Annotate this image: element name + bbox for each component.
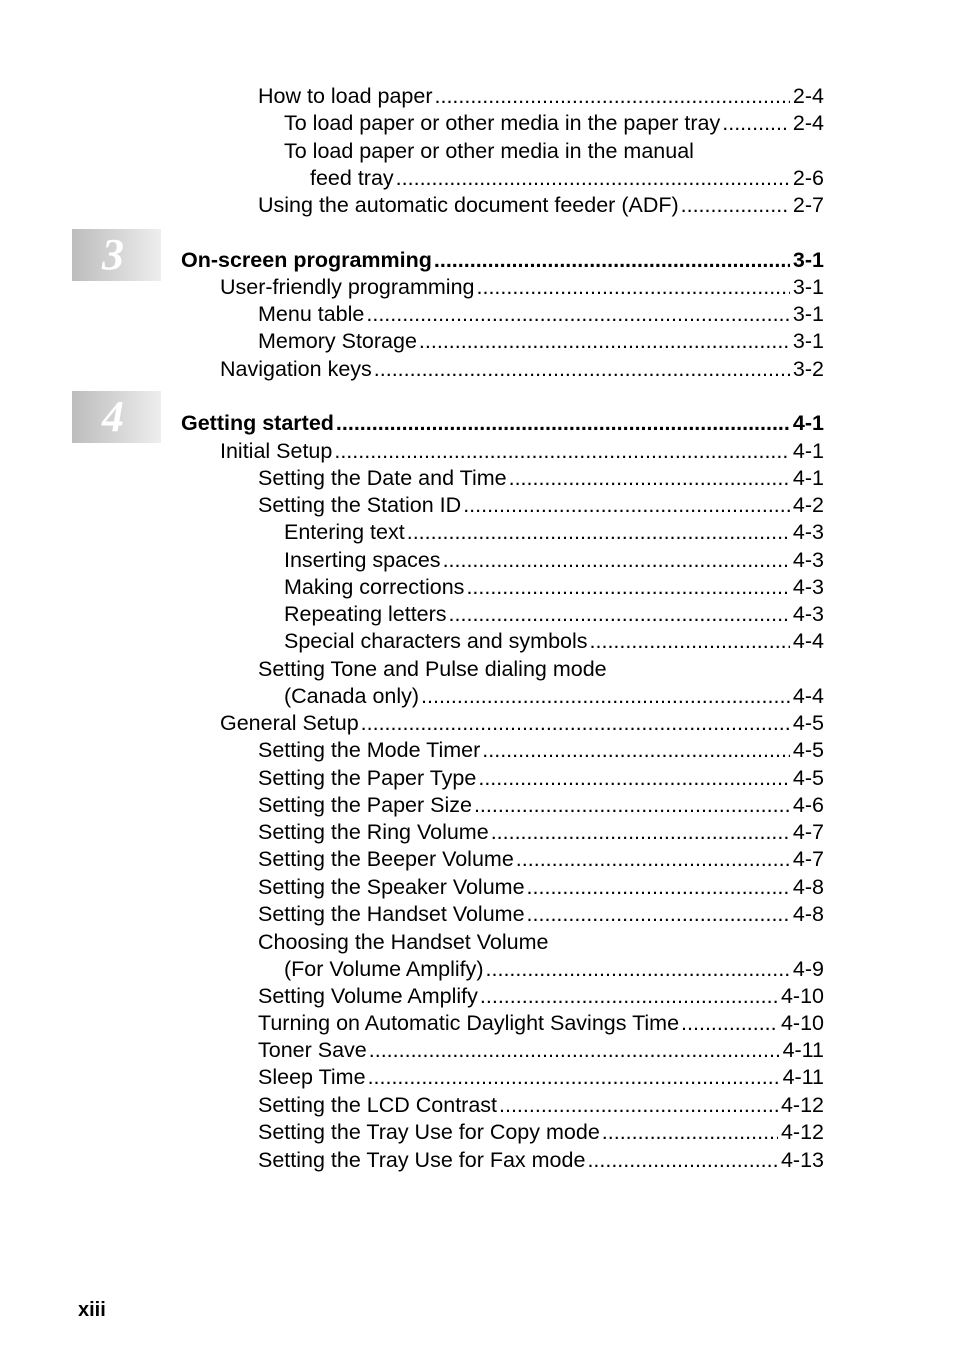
toc-entry (258, 819, 824, 846)
chapter-3-tab (72, 229, 161, 281)
toc-entry (284, 574, 824, 601)
chapter-3-number: 3 (102, 230, 124, 279)
toc-entry-title: Setting the Paper Type (258, 766, 477, 790)
toc-entry (258, 792, 824, 819)
toc-entry-page: 2-6 (792, 166, 824, 190)
toc-entry (258, 846, 824, 873)
toc-leader-dots (527, 901, 790, 928)
toc-entry-page: 4-7 (792, 820, 824, 844)
toc-entry (258, 83, 824, 110)
toc-leader-dots (590, 628, 790, 655)
toc-entry-page: 3-1 (792, 248, 824, 272)
toc-leader-dots (499, 1092, 778, 1119)
toc-entry-page: 4-13 (780, 1148, 824, 1172)
toc-entry (258, 874, 824, 901)
toc-entry-title: Repeating letters (284, 602, 447, 626)
toc-entry-title: Inserting spaces (284, 548, 441, 572)
toc-entry-title: feed tray (310, 166, 394, 190)
toc-leader-dots (491, 819, 790, 846)
toc-entry (284, 519, 824, 546)
toc-entry (258, 983, 824, 1010)
toc-leader-dots (336, 410, 790, 437)
toc-entry-title: Entering text (284, 520, 405, 544)
toc-entry-page: 4-3 (792, 548, 824, 572)
chapter-4-number: 4 (102, 392, 124, 441)
toc-leader-dots (361, 710, 790, 737)
toc-entry-page: 4-1 (792, 411, 824, 435)
toc-entry-title: Setting the Speaker Volume (258, 875, 525, 899)
toc-entry-title: (Canada only) (284, 684, 420, 708)
toc-entry-page: 4-3 (792, 575, 824, 599)
toc-entry (284, 547, 824, 574)
toc-leader-dots (477, 274, 790, 301)
toc-entry-title: General Setup (220, 711, 359, 735)
toc-leader-dots (334, 438, 790, 465)
toc-leader-dots (681, 1010, 778, 1037)
toc-entry (284, 628, 824, 655)
toc-entry (284, 683, 824, 710)
toc-leader-dots (407, 519, 790, 546)
toc-entry-title: Choosing the Handset Volume (258, 930, 549, 954)
toc-entry-page: 4-6 (792, 793, 824, 817)
toc-entry (220, 710, 824, 737)
toc-entry (258, 465, 824, 492)
toc-leader-dots (466, 574, 789, 601)
toc-entry-page: 4-7 (792, 847, 824, 871)
toc-entry (258, 737, 824, 764)
toc-entry (258, 1037, 824, 1064)
toc-leader-dots (587, 1147, 778, 1174)
toc-entry-page: 3-1 (792, 302, 824, 326)
toc-entry-page: 4-10 (780, 1011, 824, 1035)
toc-entry-title: Setting the Handset Volume (258, 902, 525, 926)
toc-entry-page: 4-10 (780, 984, 824, 1008)
toc-leader-dots (681, 192, 790, 219)
toc-entry-page: 3-1 (792, 329, 824, 353)
toc-entry-title: Memory Storage (258, 329, 417, 353)
toc-entry-title: Sleep Time (258, 1065, 366, 1089)
toc-leader-dots (368, 1064, 780, 1091)
toc-entry (258, 1010, 824, 1037)
toc-entry (258, 328, 824, 355)
toc-entry-page: 4-5 (792, 711, 824, 735)
toc-leader-dots (463, 492, 790, 519)
toc-entry-title: Navigation keys (220, 357, 372, 381)
toc-entry-title: Initial Setup (220, 439, 333, 463)
toc-entry-title: On-screen programming (181, 248, 432, 272)
toc-entry (258, 192, 824, 219)
toc-entry-title: Special characters and symbols (284, 629, 588, 653)
toc-leader-dots (396, 165, 790, 192)
toc-entry-title: Turning on Automatic Daylight Savings Time (258, 1011, 680, 1035)
toc-entry-title: Setting the Ring Volume (258, 820, 489, 844)
toc-entry-title: Setting the Date and Time (258, 466, 507, 490)
toc-entry (220, 356, 824, 383)
toc-entry-title: Setting the Beeper Volume (258, 847, 514, 871)
toc-entry-page: 4-1 (792, 439, 824, 463)
toc-entry-title: Menu table (258, 302, 365, 326)
toc-entry-page: 4-8 (792, 902, 824, 926)
toc-entry (310, 165, 824, 192)
toc-entry-page: 4-11 (782, 1038, 824, 1062)
toc-entry-page: 4-1 (792, 466, 824, 490)
toc-entry (284, 138, 824, 165)
toc-entry-title: Toner Save (258, 1038, 367, 1062)
toc-entry-title: Setting the LCD Contrast (258, 1093, 498, 1117)
toc-entry-page: 2-4 (792, 111, 824, 135)
toc-leader-dots (419, 328, 790, 355)
chapter-4-tab (72, 391, 161, 443)
toc-entry-title: Using the automatic document feeder (ADF) (258, 193, 679, 217)
toc-entry-page: 3-1 (792, 275, 824, 299)
toc-chapter-heading (181, 410, 824, 437)
toc-leader-dots (366, 301, 790, 328)
toc-leader-dots (509, 465, 790, 492)
toc-entry-page: 4-12 (780, 1093, 824, 1117)
toc-entry-page: 4-5 (792, 738, 824, 762)
toc-entry-page: 4-3 (792, 520, 824, 544)
toc-leader-dots (478, 765, 790, 792)
toc-entry-page: 4-11 (782, 1065, 824, 1089)
toc-entry-title: Setting the Station ID (258, 493, 462, 517)
toc-entry-title: Setting the Mode Timer (258, 738, 481, 762)
toc-entry (220, 274, 824, 301)
toc-entry-title: Getting started (181, 411, 334, 435)
toc-leader-dots (722, 110, 790, 137)
toc-leader-dots (374, 356, 790, 383)
toc-entry (258, 901, 824, 928)
page-number: xiii (78, 1299, 106, 1321)
toc-entry-title: Setting Volume Amplify (258, 984, 478, 1008)
toc-entry-title: (For Volume Amplify) (284, 957, 484, 981)
toc-entry-title: User-friendly programming (220, 275, 475, 299)
toc-entry (258, 929, 824, 956)
toc-entry (284, 601, 824, 628)
toc-entry (258, 1147, 824, 1174)
toc-entry-page: 4-4 (792, 684, 824, 708)
toc-entry-title: Setting Tone and Pulse dialing mode (258, 657, 607, 681)
toc-entry-page: 4-9 (792, 957, 824, 981)
toc-entry-title: Setting the Tray Use for Fax mode (258, 1148, 586, 1172)
toc-entry-page: 4-4 (792, 629, 824, 653)
toc-leader-dots (449, 601, 790, 628)
toc-entry-title: To load paper or other media in the manual (284, 139, 694, 163)
toc-entry (258, 301, 824, 328)
toc-entry (258, 765, 824, 792)
toc-leader-dots (434, 247, 790, 274)
toc-leader-dots (482, 737, 790, 764)
toc-leader-dots (527, 874, 790, 901)
toc-entry-title: Making corrections (284, 575, 465, 599)
toc-entry-title: Setting the Tray Use for Copy mode (258, 1120, 600, 1144)
toc-entry (220, 438, 824, 465)
toc-entry-page: 4-3 (792, 602, 824, 626)
toc-entry (284, 110, 824, 137)
toc-leader-dots (486, 956, 790, 983)
toc-entry (258, 1119, 824, 1146)
toc-leader-dots (474, 792, 790, 819)
toc-entry-page: 4-12 (780, 1120, 824, 1144)
toc-entry-page: 4-2 (792, 493, 824, 517)
toc-leader-dots (443, 547, 790, 574)
toc-leader-dots (516, 846, 790, 873)
toc-leader-dots (602, 1119, 778, 1146)
toc-entry-page: 3-2 (792, 357, 824, 381)
toc-leader-dots (480, 983, 778, 1010)
toc-entry-title: Setting the Paper Size (258, 793, 472, 817)
toc-leader-dots (369, 1037, 780, 1064)
toc-entry-title: To load paper or other media in the paper tray (284, 111, 721, 135)
toc-entry (284, 956, 824, 983)
toc-entry (258, 492, 824, 519)
toc-entry-page: 4-8 (792, 875, 824, 899)
toc-chapter-heading (181, 247, 824, 274)
toc-entry (258, 1064, 824, 1091)
toc-leader-dots (421, 683, 790, 710)
toc-entry-title: How to load paper (258, 84, 433, 108)
toc-leader-dots (435, 83, 790, 110)
toc-entry-page: 4-5 (792, 766, 824, 790)
toc-entry (258, 656, 824, 683)
toc-entry (258, 1092, 824, 1119)
toc-entry-page: 2-4 (792, 84, 824, 108)
toc-entry-page: 2-7 (792, 193, 824, 217)
